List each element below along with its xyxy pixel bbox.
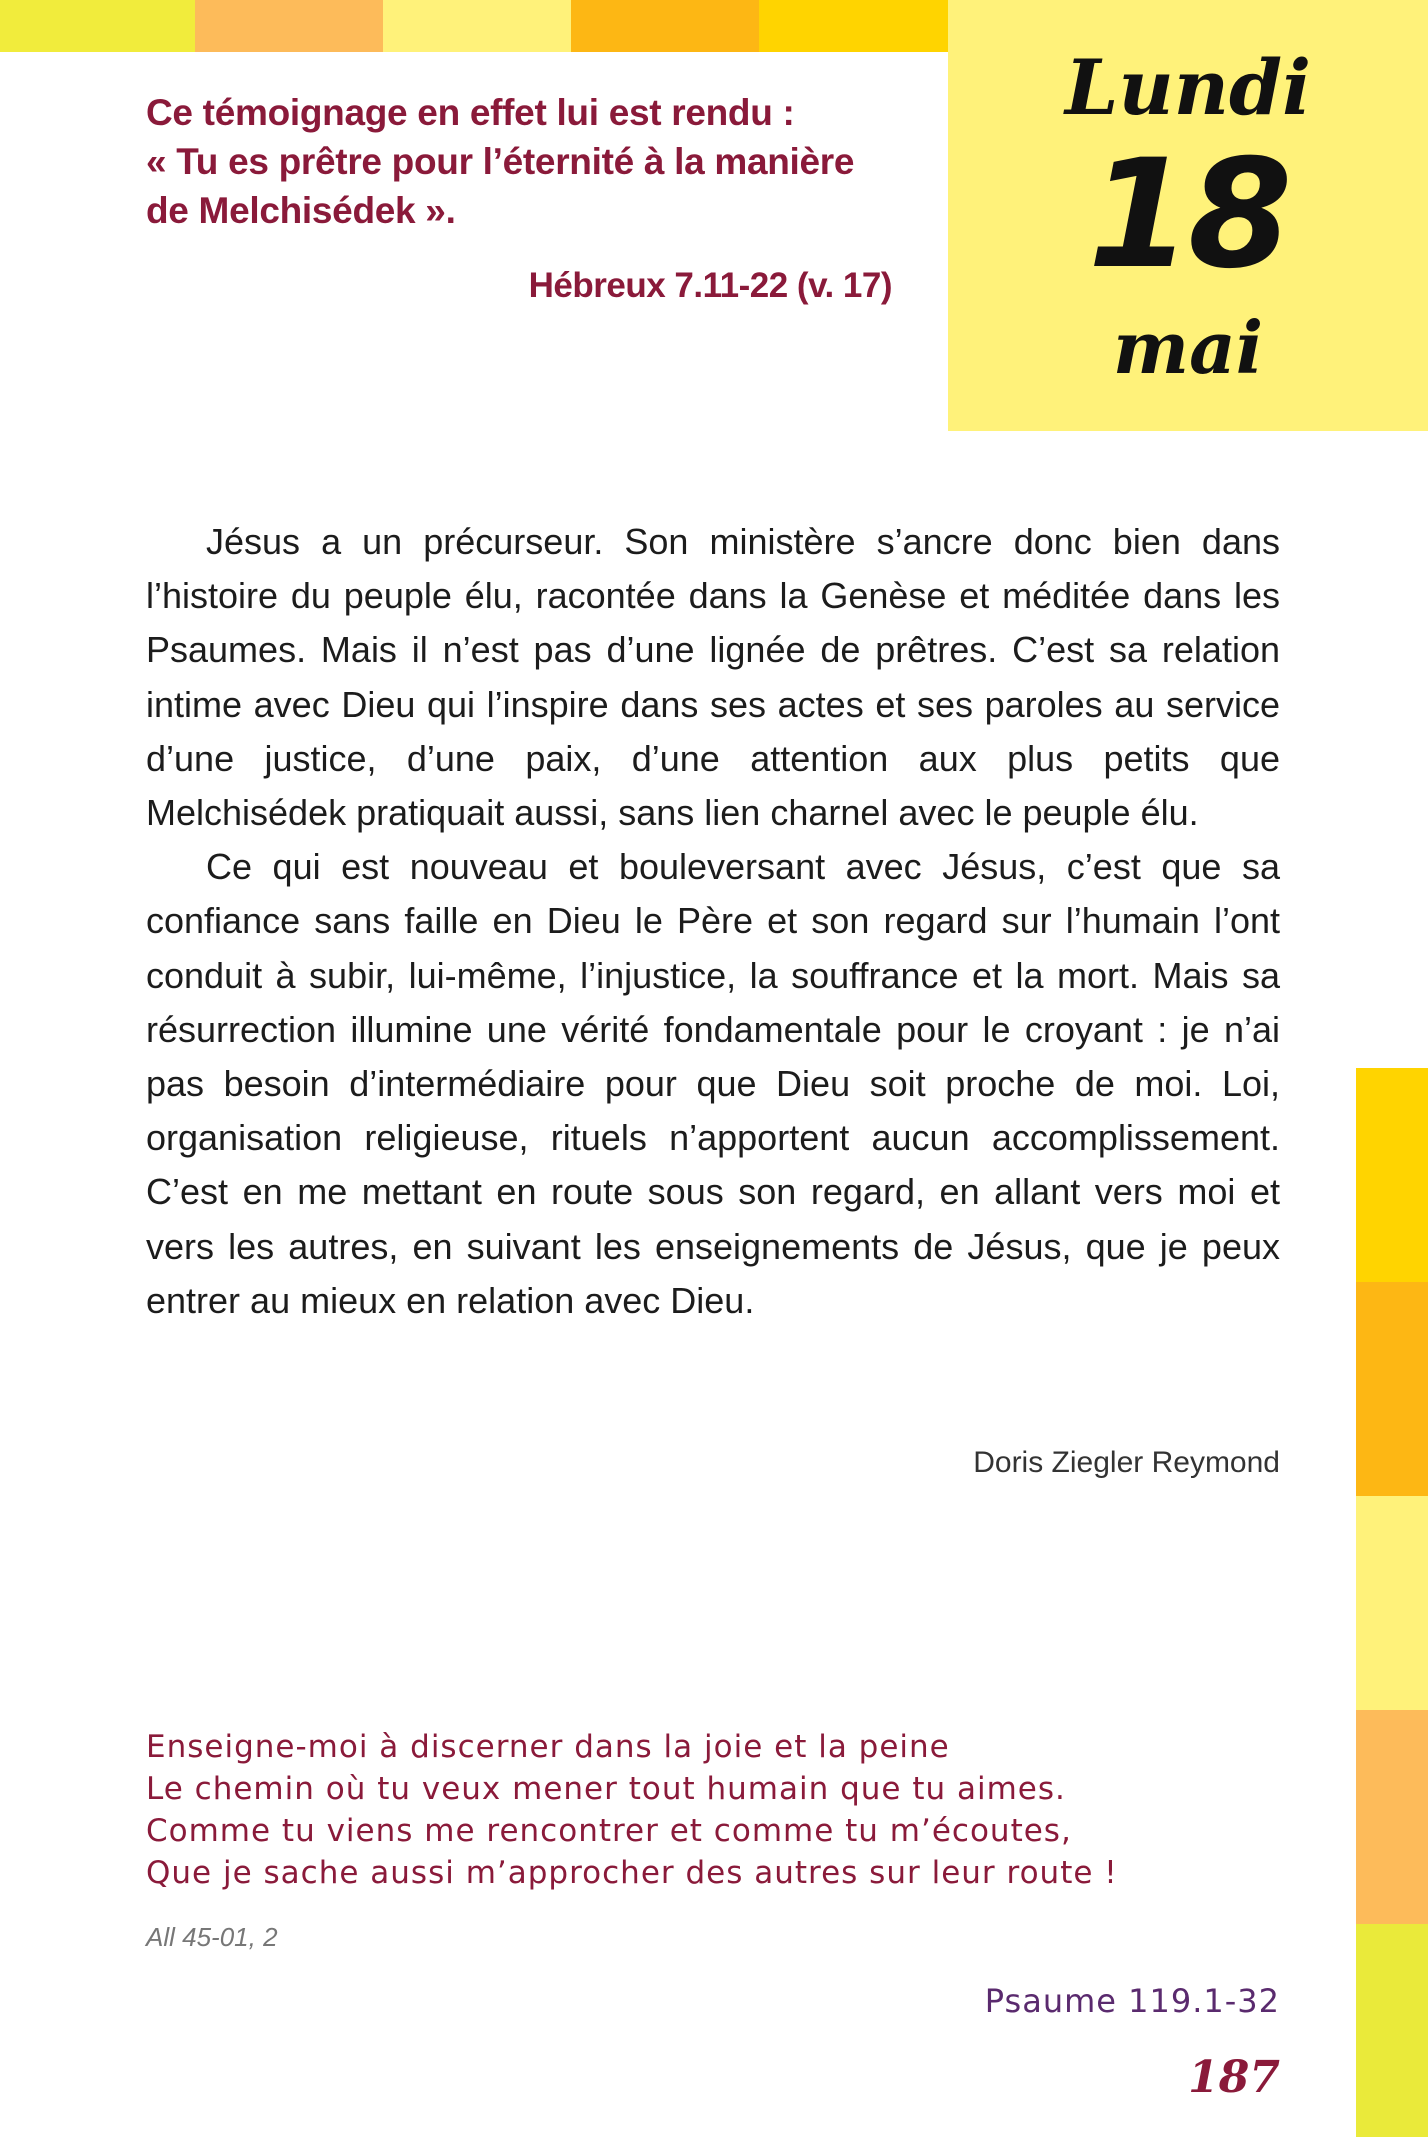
verse-line: de Melchisédek ». bbox=[146, 190, 456, 231]
top-color-bar bbox=[0, 0, 948, 52]
prayer-line: Enseigne-moi à discerner dans la joie et la peine bbox=[146, 1729, 950, 1765]
meditation-paragraph: Jésus a un précurseur. Son ministère s’ancre donc bien dans l’histoire du peuple élu, racontée dans la Genèse et méditée dans les Psaumes. Mais il n’est pas d’une lignée de prêtres. C’est sa relation intime avec Dieu qui l’inspire dans ses actes et ses paroles au service d’une justice, d’une paix, d’une attention aux plus petits que Melchisédek pratiquait aussi, sans lien charnel avec le peuple élu. bbox=[146, 521, 1280, 834]
side-color-block bbox=[1356, 1924, 1428, 2137]
verse-line: « Tu es prêtre pour l’éternité à la manière bbox=[146, 141, 855, 182]
page-number: 187 bbox=[1188, 2052, 1280, 2103]
prayer-reference: All 45-01, 2 bbox=[146, 1922, 278, 1952]
verse-reference: Hébreux 7.11-22 (v. 17) bbox=[528, 266, 892, 305]
prayer-line: Le chemin où tu veux mener tout humain que tu aimes. bbox=[146, 1771, 1066, 1807]
prayer bbox=[146, 1726, 1146, 1894]
bible-verse bbox=[146, 88, 916, 235]
top-color-block bbox=[195, 0, 383, 52]
date-box bbox=[948, 0, 1428, 431]
verse-line: Ce témoignage en effet lui est rendu : bbox=[146, 92, 795, 133]
prayer-line: Comme tu viens me rencontrer et comme tu m’écoutes, bbox=[146, 1813, 1072, 1849]
side-color-bar bbox=[1356, 1068, 1428, 2137]
side-color-block bbox=[1356, 1068, 1428, 1282]
side-color-block bbox=[1356, 1282, 1428, 1496]
meditation-paragraph: Ce qui est nouveau et bouleversant avec Jésus, c’est que sa confiance sans faille en Dieu le Père et son regard sur l’humain l’ont conduit à subir, lui-même, l’injustice, la souffrance et la mort. Mais sa résurrection illumine une vérité fondamentale pour le croyant : je n’ai pas besoin d’intermédiaire pour que Dieu soit proche de moi. Loi, organisation religieuse, rituels n’apportent aucun accomplissement. C’est en me mettant en route sous son regard, en allant vers moi et vers les autres, en suivant les enseignements de Jésus, que je peux entrer au mieux en relation avec Dieu. bbox=[146, 846, 1280, 1321]
top-color-block bbox=[759, 0, 948, 52]
date-day-name: Lundi bbox=[1065, 43, 1311, 132]
author-name: Doris Ziegler Reymond bbox=[973, 1446, 1280, 1479]
date-day-number: 18 bbox=[1087, 128, 1289, 302]
prayer-line: Que je sache aussi m’approcher des autres sur leur route ! bbox=[146, 1855, 1118, 1891]
side-color-block bbox=[1356, 1710, 1428, 1924]
date-month: mai bbox=[1112, 305, 1264, 390]
top-color-block bbox=[571, 0, 759, 52]
top-color-block bbox=[0, 0, 195, 52]
side-color-block bbox=[1356, 1496, 1428, 1710]
meditation-text bbox=[146, 515, 1280, 1328]
top-color-block bbox=[383, 0, 571, 52]
daily-reading: Psaume 119.1-32 bbox=[984, 1982, 1280, 2020]
